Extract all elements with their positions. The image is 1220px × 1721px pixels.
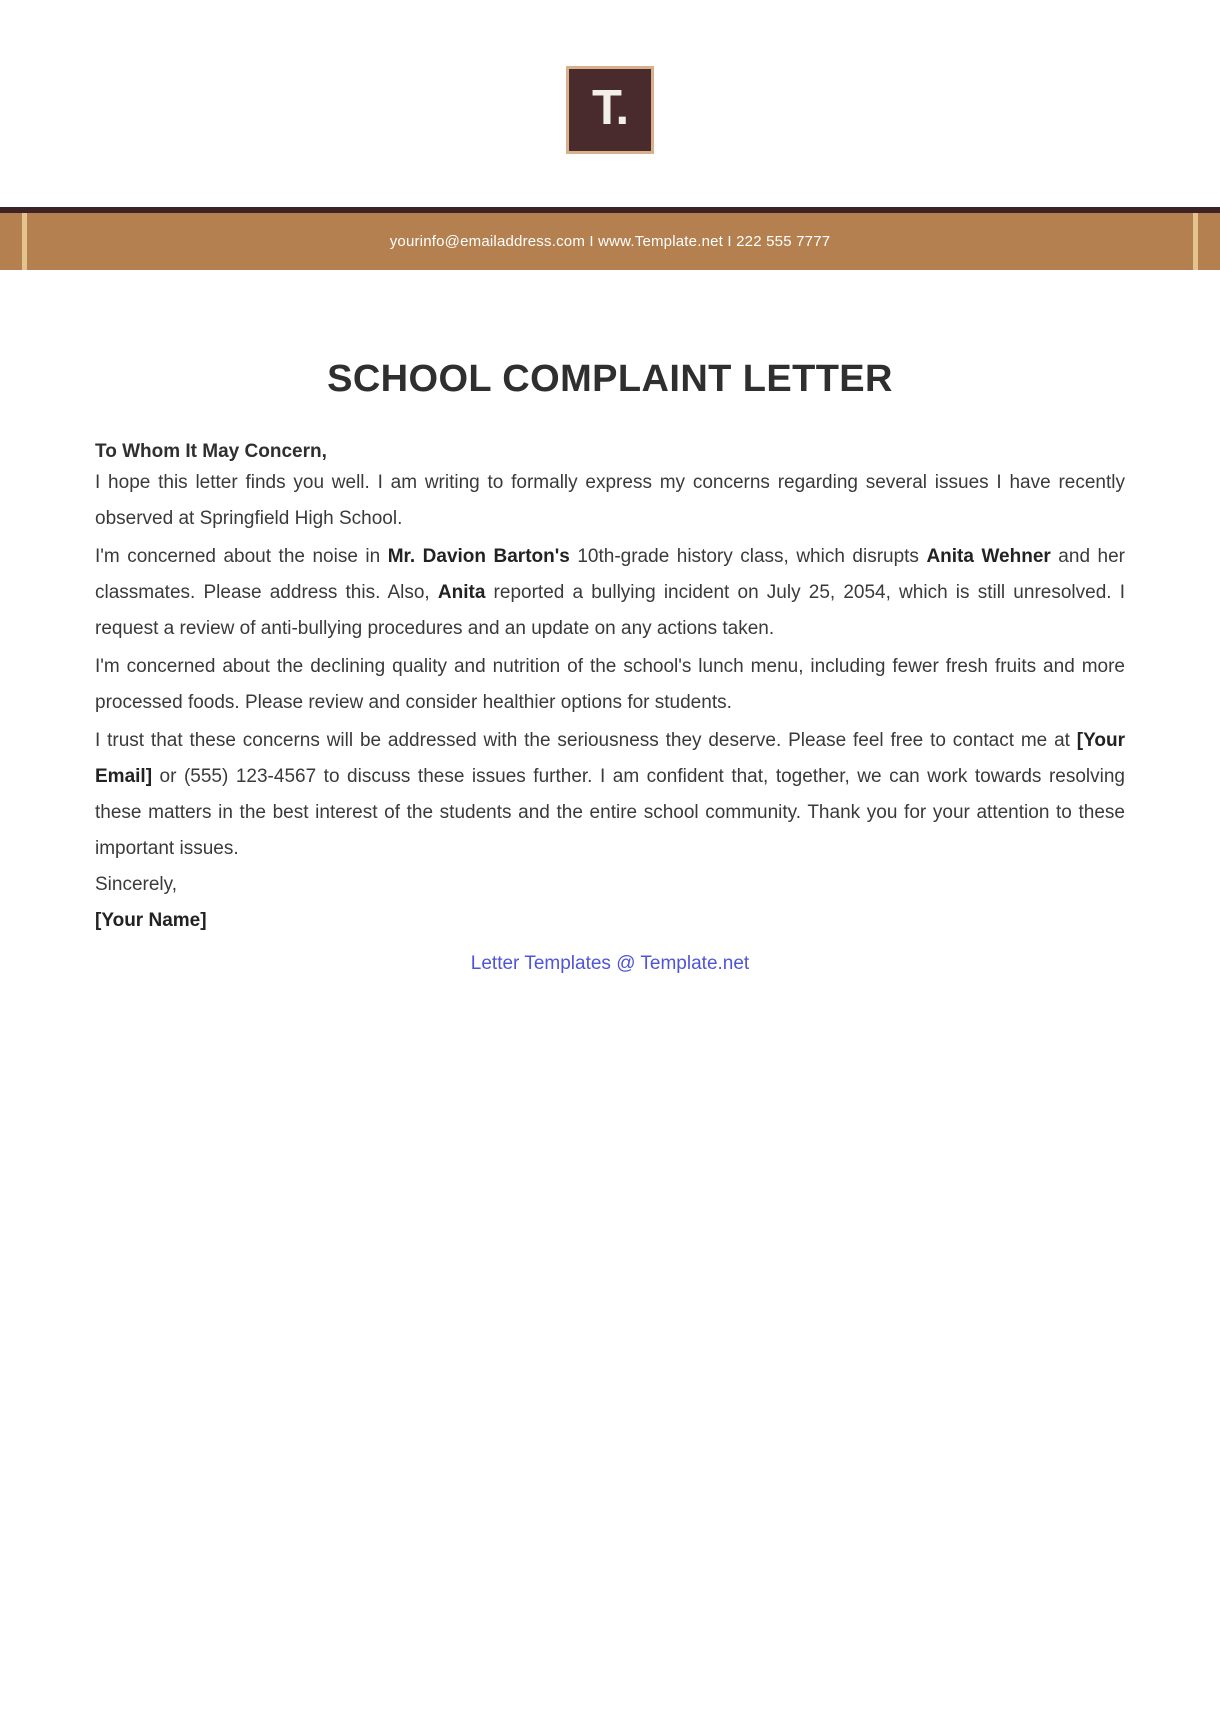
template-net-logo-icon xyxy=(571,71,649,149)
closing-line: Sincerely, xyxy=(95,874,178,895)
footer-template-link[interactable]: Letter Templates @ Template.net xyxy=(470,953,750,974)
body-paragraph-2 xyxy=(95,537,1125,647)
band-accent-right xyxy=(1193,213,1198,270)
student-first-name: Anita xyxy=(437,582,486,603)
paragraph-2-text-c: and her classmates. Please address this. Also, xyxy=(95,546,1125,603)
logo-area xyxy=(0,0,1220,154)
body-paragraph-4 xyxy=(95,721,1125,867)
contact-info-text: yourinfo@emailaddress.com I www.Template.net I 222 555 7777 xyxy=(389,233,831,250)
paragraph-2-text-a: I'm concerned about the noise in xyxy=(95,546,388,567)
email-placeholder: [Your Email] xyxy=(95,730,1125,787)
body-paragraph-1 xyxy=(95,463,1125,537)
paragraph-4-text-a: I trust that these concerns will be addressed with the seriousness they deserve. Please feel free to contact me at xyxy=(95,730,1077,751)
student-name: Anita Wehner xyxy=(926,546,1051,567)
logo-frame xyxy=(566,66,654,154)
header-band xyxy=(0,207,1220,270)
paragraph-4-text-b: or (555) 123-4567 to discuss these issues further. I am confident that, together, we can work towards resolving these matters in the best interest of the students and the entire school community. Thank you for your attention to these important issues. xyxy=(95,766,1125,859)
logo-glyph: T. xyxy=(591,80,629,135)
body-paragraph-3 xyxy=(95,647,1125,721)
page-title: SCHOOL COMPLAINT LETTER xyxy=(327,358,893,400)
paragraph-1-text: I hope this letter finds you well. I am writing to formally express my concerns regarding several issues I have recently observed at Springfield High School. xyxy=(95,472,1125,529)
letter-document xyxy=(0,270,1220,975)
paragraph-2-text-d: reported a bullying incident on July 25, 2054, which is still unresolved. I request a review of anti-bullying procedures and an update on any actions taken. xyxy=(95,582,1125,639)
contact-band xyxy=(0,213,1220,270)
band-accent-left xyxy=(22,213,27,270)
signature-name-placeholder: [Your Name] xyxy=(95,910,207,931)
paragraph-2-text-b: 10th-grade history class, which disrupts xyxy=(569,546,927,567)
paragraph-3-text: I'm concerned about the declining quality and nutrition of the school's lunch menu, including fewer fresh fruits and more processed foods. Please review and consider healthier options for students. xyxy=(95,656,1125,713)
teacher-name: Mr. Davion Barton's xyxy=(387,546,570,567)
salutation: To Whom It May Concern, xyxy=(95,441,327,462)
